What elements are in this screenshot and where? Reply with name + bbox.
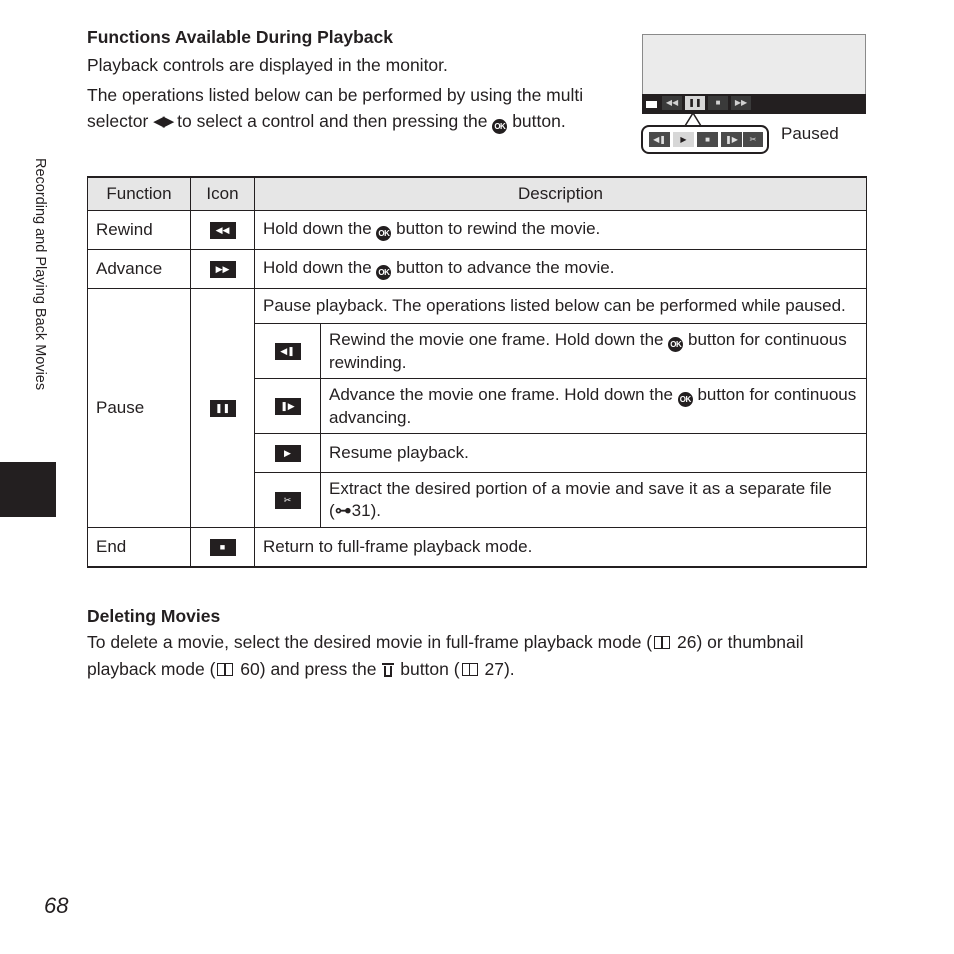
page-number: 68 — [44, 893, 69, 918]
playback-functions-table — [87, 176, 867, 568]
desc-extract — [321, 473, 867, 528]
section2-text-e: ). — [503, 659, 515, 679]
desc-advance-b: button to advance the movie. — [396, 258, 615, 277]
table-row-rewind — [88, 211, 867, 250]
ok-button-icon: OK — [668, 337, 683, 352]
desc-frame-forward-a: Advance the movie one frame. Hold down the — [329, 384, 673, 404]
play-icon: ▶ — [275, 445, 301, 462]
ok-button-icon: OK — [678, 392, 693, 407]
desc-rewind — [255, 211, 867, 250]
paused-stop-icon: ■ — [697, 132, 718, 147]
para2-text-a: The operations listed below can be performed by using the multi selector — [87, 85, 584, 131]
section2 — [87, 606, 877, 683]
para2-text-b: to select a control and then pressing the — [177, 111, 488, 131]
paused-controls-callout — [641, 125, 769, 154]
table-header-row — [88, 177, 867, 211]
paused-frame-forward-icon: ❚▶ — [721, 132, 742, 147]
multi-selector-left-right-icon: ◀▶ — [153, 113, 173, 130]
section2-text-c: ) and press the — [259, 659, 377, 679]
rewind-icon: ◀◀ — [210, 222, 236, 239]
desc-frame-forward-b: button for continuous advancing. — [329, 384, 857, 427]
section1-para2 — [87, 82, 627, 135]
section-tab-marker — [0, 462, 56, 517]
frame-forward-icon: ❚▶ — [275, 398, 301, 415]
ok-button-icon: OK — [376, 265, 391, 280]
fast-forward-icon: ▶▶ — [210, 261, 236, 278]
monitor-advance-icon: ▶▶ — [731, 96, 751, 110]
para2-text-c: button. — [512, 111, 566, 131]
section1 — [87, 27, 627, 135]
section-side-label — [28, 158, 52, 448]
monitor-rewind-icon: ◀◀ — [662, 96, 682, 110]
function-rewind: Rewind — [88, 211, 191, 250]
function-pause: Pause — [88, 289, 191, 528]
paused-scissors-icon: ✂ — [743, 132, 763, 147]
desc-extract-a: Extract the desired portion of a movie and save it as a separate file ( — [329, 479, 832, 520]
table-row-pause-intro — [88, 289, 867, 324]
desc-advance-a: Hold down the — [263, 258, 372, 277]
paused-label: Paused — [781, 124, 839, 143]
battery-icon — [646, 101, 657, 108]
paused-frame-back-icon: ◀❚ — [649, 132, 670, 147]
pause-icon: ❚❚ — [210, 400, 236, 417]
section2-text-b: ) or thumbnail playback mode ( — [87, 632, 804, 679]
section1-heading: Functions Available During Playback — [87, 27, 394, 47]
desc-end: Return to full-frame playback mode. — [255, 528, 867, 568]
monitor-stop-icon: ■ — [708, 96, 728, 110]
ok-button-icon: OK — [376, 226, 391, 241]
desc-frame-back-a: Rewind the movie one frame. Hold down the — [329, 329, 664, 349]
monitor-pause-icon: ❚❚ — [685, 96, 705, 110]
section2-ref1: 26 — [677, 632, 697, 652]
section1-para1: Playback controls are displayed in the monitor. — [87, 55, 448, 75]
desc-advance — [255, 250, 867, 289]
frame-back-icon: ◀❚ — [275, 343, 301, 360]
book-reference-icon — [217, 663, 233, 676]
section2-ref3: 27 — [484, 659, 504, 679]
desc-resume: Resume playback. — [321, 434, 867, 473]
ok-button-icon: OK — [492, 119, 507, 134]
function-advance: Advance — [88, 250, 191, 289]
desc-frame-back — [321, 324, 867, 379]
header-function: Function — [88, 177, 191, 211]
desc-rewind-a: Hold down the — [263, 219, 372, 238]
section2-ref2: 60 — [240, 659, 260, 679]
header-icon: Icon — [191, 177, 255, 211]
desc-rewind-b: button to rewind the movie. — [396, 219, 601, 238]
section2-heading: Deleting Movies — [87, 606, 221, 626]
table-row-end — [88, 528, 867, 568]
scissors-icon: ✂ — [275, 492, 301, 509]
header-description: Description — [255, 177, 867, 211]
desc-pause-intro: Pause playback. The operations listed below can be performed while paused. — [255, 289, 867, 324]
section2-para — [87, 629, 877, 683]
desc-extract-b: 31). — [351, 501, 381, 520]
book-reference-icon — [462, 663, 478, 676]
stop-icon: ■ — [210, 539, 236, 556]
function-end: End — [88, 528, 191, 568]
book-reference-icon — [654, 636, 670, 649]
section2-text-d: button ( — [400, 659, 460, 679]
section-side-label-text: Recording and Playing Back Movies — [32, 158, 48, 391]
table-row-advance — [88, 250, 867, 289]
paused-play-icon: ▶ — [673, 132, 694, 147]
desc-frame-back-b: button for continuous rewinding. — [329, 329, 847, 372]
section2-text-a: To delete a movie, select the desired movie in full-frame playback mode ( — [87, 632, 653, 652]
trash-icon — [382, 662, 394, 677]
desc-frame-forward — [321, 379, 867, 434]
reference-icon: ⊶ — [334, 501, 352, 520]
